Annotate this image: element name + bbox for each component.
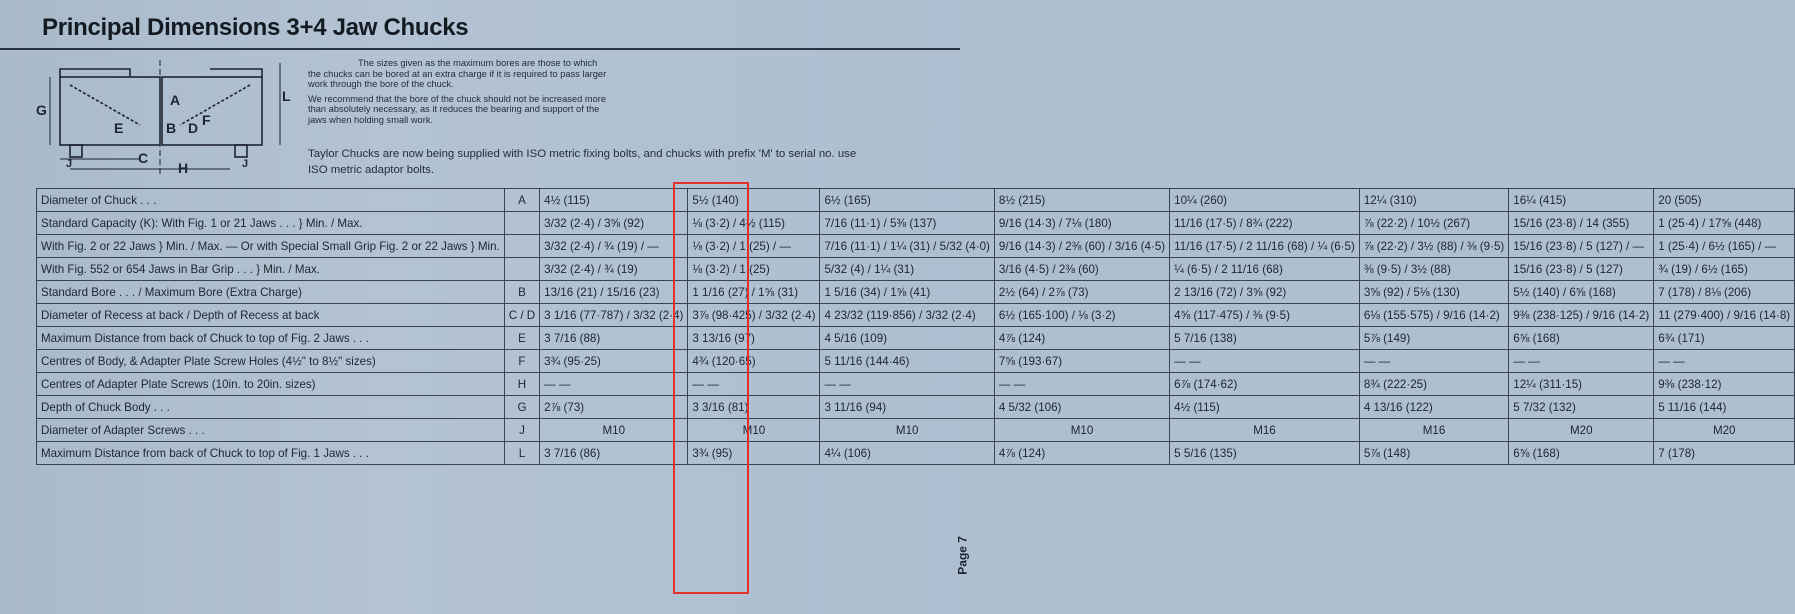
table-cell: ¼ (6·5) / 2 11/16 (68) xyxy=(1170,258,1360,281)
page-number: Page 7 xyxy=(956,536,970,575)
dim-letter: B xyxy=(166,120,177,136)
table-cell: ⅛ (3·2) / 1 (25) xyxy=(688,258,820,281)
table-row xyxy=(37,327,1795,350)
note-paragraph: We recommend that the bore of the chuck should not be increased more than absolutely necessary, as it reduces the bearing and support of the jaws when holding small work. xyxy=(308,93,607,125)
dim-letter: J xyxy=(242,158,249,170)
table-cell: M10 xyxy=(820,419,994,442)
note-paragraph: The sizes given as the maximum bores are those to which the chucks can be bored at an extra charge if it is required to pass larger work through the bore of the chuck. xyxy=(308,58,607,90)
table-cell: — — xyxy=(688,373,820,396)
table-cell: 3/32 (2·4) / ¾ (19) xyxy=(540,258,688,281)
table-row xyxy=(37,396,1795,419)
table-cell: 1 1/16 (27) / 1⅝ (31) xyxy=(688,281,820,304)
row-key: J xyxy=(504,419,539,442)
table-row xyxy=(37,258,1795,281)
table-cell: 3⅞ (98·425) / 3/32 (2·4) xyxy=(688,304,820,327)
table-cell: 4 5/16 (109) xyxy=(820,327,994,350)
row-key: G xyxy=(504,396,539,419)
table-cell: — — xyxy=(1359,350,1508,373)
table-cell: 5 5/16 (135) xyxy=(1170,442,1360,465)
table-cell: 5 11/16 (144·46) xyxy=(820,350,994,373)
row-label: Depth of Chuck Body . . . xyxy=(37,396,505,419)
table-cell: 6⅝ (168) xyxy=(1509,327,1654,350)
table-cell: 5 11/16 (144) xyxy=(1654,396,1795,419)
table-cell: 11/16 (17·5) / 8¾ (222) xyxy=(1170,212,1360,235)
title-rule xyxy=(0,48,960,50)
table-cell: 8¾ (222·25) xyxy=(1359,373,1508,396)
table-cell: M16 xyxy=(1170,419,1360,442)
table-cell: 5⅞ (148) xyxy=(1359,442,1508,465)
table-cell: M20 xyxy=(1654,419,1795,442)
table-cell: 3 3/16 (81) xyxy=(688,396,820,419)
row-label: Diameter of Adapter Screws . . . xyxy=(37,419,505,442)
table-cell: 6⅞ (174·62) xyxy=(1170,373,1360,396)
table-cell: 11/16 (17·5) / 2 11/16 (68) / ¼ (6·5) xyxy=(1170,235,1360,258)
table-cell: — — xyxy=(994,373,1169,396)
table-cell: 6¾ (171) xyxy=(1654,327,1795,350)
table-cell: 12¼ (311·15) xyxy=(1509,373,1654,396)
table-cell: 3⅝ (92) / 5⅛ (130) xyxy=(1359,281,1508,304)
table-cell: 4¾ (120·65) xyxy=(688,350,820,373)
table-cell: 5½ (140) / 6⅝ (168) xyxy=(1509,281,1654,304)
row-key: H xyxy=(504,373,539,396)
table-cell: 3/16 (4·5) / 2⅜ (60) xyxy=(994,258,1169,281)
table-cell: 13/16 (21) / 15/16 (23) xyxy=(540,281,688,304)
row-key: E xyxy=(504,327,539,350)
table-cell: M10 xyxy=(994,419,1169,442)
table-cell: 16¼ (415) xyxy=(1509,189,1654,212)
row-label: Diameter of Chuck . . . xyxy=(37,189,505,212)
table-cell: 3 7/16 (86) xyxy=(540,442,688,465)
table-cell: 8½ (215) xyxy=(994,189,1169,212)
dim-letter: E xyxy=(114,120,124,136)
table-cell: 2½ (64) / 2⅞ (73) xyxy=(994,281,1169,304)
table-cell: 5⅞ (149) xyxy=(1359,327,1508,350)
row-label: Centres of Body, & Adapter Plate Screw Holes (4½" to 8½" sizes) xyxy=(37,350,505,373)
dim-letter: C xyxy=(138,150,149,166)
table-cell: 6½ (165) xyxy=(820,189,994,212)
row-key xyxy=(504,235,539,258)
table-cell: — — xyxy=(820,373,994,396)
table-cell: 15/16 (23·8) / 14 (355) xyxy=(1509,212,1654,235)
row-key: C / D xyxy=(504,304,539,327)
table-cell: 4⅞ (124) xyxy=(994,442,1169,465)
table-cell: ⅜ (9·5) / 3½ (88) xyxy=(1359,258,1508,281)
table-cell: ⅛ (3·2) / 4½ (115) xyxy=(688,212,820,235)
table-cell: 4 23/32 (119·856) / 3/32 (2·4) xyxy=(820,304,994,327)
table-cell: 3/32 (2·4) / ¾ (19) / — xyxy=(540,235,688,258)
table-cell: 3 11/16 (94) xyxy=(820,396,994,419)
table-cell: 11 (279·400) / 9/16 (14·8) xyxy=(1654,304,1795,327)
row-key xyxy=(504,258,539,281)
dim-letter: J xyxy=(66,158,73,170)
table-cell: 9⅜ (238·12) xyxy=(1654,373,1795,396)
table-cell: 10¼ (260) xyxy=(1170,189,1360,212)
table-cell: 7⅝ (193·67) xyxy=(994,350,1169,373)
table-cell: 9/16 (14·3) / 2⅜ (60) / 3/16 (4·5) xyxy=(994,235,1169,258)
table-cell: 5 7/32 (132) xyxy=(1509,396,1654,419)
table-cell: 20 (505) xyxy=(1654,189,1795,212)
table-cell: 4¼ (106) xyxy=(820,442,994,465)
row-label: Standard Capacity (K): With Fig. 1 or 21 Jaws . . . } Min. / Max. xyxy=(37,212,505,235)
dimensions-table xyxy=(36,188,1795,465)
table-cell: 9/16 (14·3) / 7⅛ (180) xyxy=(994,212,1169,235)
table-cell: 1 (25·4) / 6½ (165) / — xyxy=(1654,235,1795,258)
table-cell: 7/16 (11·1) / 1¼ (31) / 5/32 (4·0) xyxy=(820,235,994,258)
iso-note: Taylor Chucks are now being supplied with ISO metric fixing bolts, and chucks with prefix 'M' to serial no. use ISO metric adaptor bolts. xyxy=(308,148,857,176)
table-cell: M10 xyxy=(688,419,820,442)
table-cell: — — xyxy=(1654,350,1795,373)
table-cell: 1 5/16 (34) / 1⅝ (41) xyxy=(820,281,994,304)
table-cell: 4⅝ (117·475) / ⅜ (9·5) xyxy=(1170,304,1360,327)
table-cell: 5 7/16 (138) xyxy=(1170,327,1360,350)
table-cell: ¾ (19) / 6½ (165) xyxy=(1654,258,1795,281)
page-title: Principal Dimensions 3+4 Jaw Chucks xyxy=(42,14,469,41)
table-cell: 7 (178) xyxy=(1654,442,1795,465)
table-cell: 4½ (115) xyxy=(1170,396,1360,419)
table-row xyxy=(37,304,1795,327)
row-label: Diameter of Recess at back / Depth of Recess at back xyxy=(37,304,505,327)
row-label: Maximum Distance from back of Chuck to top of Fig. 1 Jaws . . . xyxy=(37,442,505,465)
notes-block xyxy=(308,58,608,130)
table-row xyxy=(37,212,1795,235)
table-cell: M20 xyxy=(1509,419,1654,442)
table-cell: 3 7/16 (88) xyxy=(540,327,688,350)
row-label: With Fig. 552 or 654 Jaws in Bar Grip . . . } Min. / Max. xyxy=(37,258,505,281)
table-cell: 12¼ (310) xyxy=(1359,189,1508,212)
table-cell: 3¾ (95·25) xyxy=(540,350,688,373)
table-cell: 3/32 (2·4) / 3⅝ (92) xyxy=(540,212,688,235)
table-row xyxy=(37,419,1795,442)
table-cell: 15/16 (23·8) / 5 (127) xyxy=(1509,258,1654,281)
table-cell: — — xyxy=(540,373,688,396)
table-cell: 6⅝ (168) xyxy=(1509,442,1654,465)
dim-letter: G xyxy=(36,102,47,118)
table-cell: 7/16 (11·1) / 5⅜ (137) xyxy=(820,212,994,235)
row-key xyxy=(504,212,539,235)
table-cell: 2 13/16 (72) / 3⅝ (92) xyxy=(1170,281,1360,304)
dim-letter: H xyxy=(178,160,189,176)
table-row xyxy=(37,189,1795,212)
table-cell: M10 xyxy=(540,419,688,442)
highlight-box xyxy=(673,182,749,594)
row-key: F xyxy=(504,350,539,373)
table-cell: — — xyxy=(1509,350,1654,373)
row-key: L xyxy=(504,442,539,465)
table-row xyxy=(37,281,1795,304)
table-cell: 6⅛ (155·575) / 9/16 (14·2) xyxy=(1359,304,1508,327)
row-key: B xyxy=(504,281,539,304)
table-row xyxy=(37,350,1795,373)
table-cell: ⅞ (22·2) / 3½ (88) / ⅜ (9·5) xyxy=(1359,235,1508,258)
table-cell: 9⅜ (238·125) / 9/16 (14·2) xyxy=(1509,304,1654,327)
chuck-diagram xyxy=(30,55,300,183)
table-cell: ⅛ (3·2) / 1 (25) / — xyxy=(688,235,820,258)
dim-letter: L xyxy=(282,88,291,104)
table-cell: ⅞ (22·2) / 10½ (267) xyxy=(1359,212,1508,235)
table-cell: 4 5/32 (106) xyxy=(994,396,1169,419)
row-label: Maximum Distance from back of Chuck to top of Fig. 2 Jaws . . . xyxy=(37,327,505,350)
table-cell: 7 (178) / 8⅛ (206) xyxy=(1654,281,1795,304)
table-row xyxy=(37,373,1795,396)
table-cell: 3 1/16 (77·787) / 3/32 (2·4) xyxy=(540,304,688,327)
table-row xyxy=(37,235,1795,258)
table-cell: 5/32 (4) / 1¼ (31) xyxy=(820,258,994,281)
table-cell: 2⅞ (73) xyxy=(540,396,688,419)
row-label: Standard Bore . . . / Maximum Bore (Extra Charge) xyxy=(37,281,505,304)
table-cell: — — xyxy=(1170,350,1360,373)
table-cell: 3 13/16 (97) xyxy=(688,327,820,350)
row-label: With Fig. 2 or 22 Jaws } Min. / Max. — Or with Special Small Grip Fig. 2 or 22 Jaws } Min. xyxy=(37,235,505,258)
table-cell: 6½ (165·100) / ⅛ (3·2) xyxy=(994,304,1169,327)
table-row xyxy=(37,442,1795,465)
table-cell: 15/16 (23·8) / 5 (127) / — xyxy=(1509,235,1654,258)
table-cell: 4½ (115) xyxy=(540,189,688,212)
table-cell: 3¾ (95) xyxy=(688,442,820,465)
dim-letter: A xyxy=(170,92,181,108)
dim-letter: F xyxy=(202,112,211,128)
table-cell: 4 13/16 (122) xyxy=(1359,396,1508,419)
table-cell: 4⅞ (124) xyxy=(994,327,1169,350)
table-cell: 1 (25·4) / 17⅝ (448) xyxy=(1654,212,1795,235)
table-cell: M16 xyxy=(1359,419,1508,442)
row-label: Centres of Adapter Plate Screws (10in. to 20in. sizes) xyxy=(37,373,505,396)
row-key: A xyxy=(504,189,539,212)
dim-letter: D xyxy=(188,120,199,136)
table-cell: 5½ (140) xyxy=(688,189,820,212)
